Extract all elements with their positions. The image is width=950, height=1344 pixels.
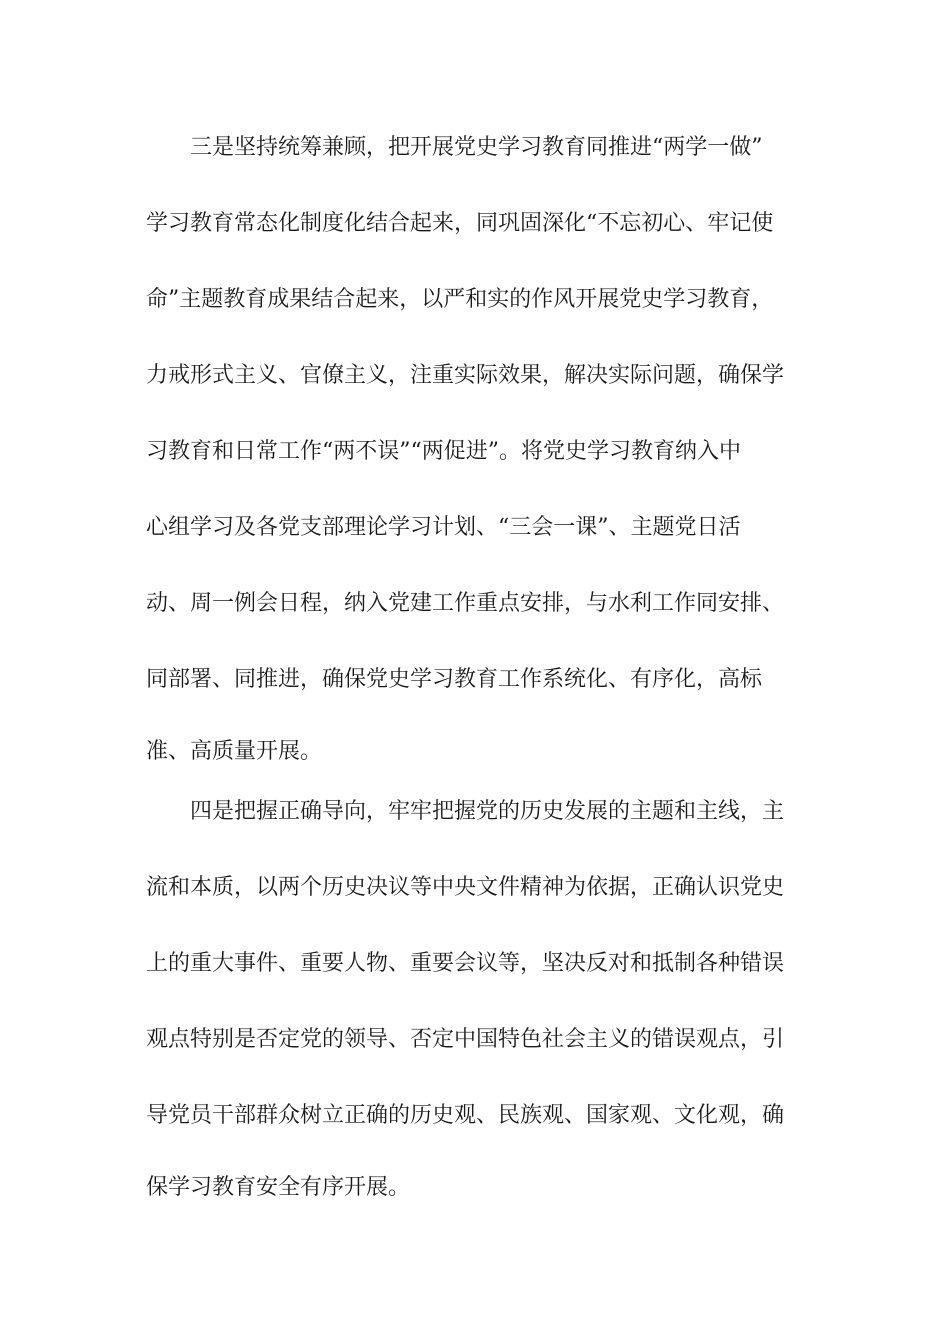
paragraph-2-line-2: 流和本质，以两个历史决议等中央文件精神为依据，正确认识党史	[146, 875, 785, 900]
paragraph-1-line-4: 力戒形式主义、官僚主义，注重实际效果，解决实际问题，确保学	[146, 363, 785, 388]
paragraph-1-line-8: 同部署、同推进，确保党史学习教育工作系统化、有序化，高标	[146, 667, 763, 692]
paragraph-1-line-6: 心组学习及各党支部理论学习计划、“三会一课”、主题党日活	[146, 515, 741, 540]
paragraph-2-line-4: 观点特别是否定党的领导、否定中国特色社会主义的错误观点，引	[146, 1027, 785, 1052]
paragraph-1-line-2: 学习教育常态化制度化结合起来，同巩固深化“不忘初心、牢记使	[146, 211, 774, 236]
paragraph-1-line-9: 准、高质量开展。	[146, 739, 323, 764]
paragraph-2-line-5: 导党员干部群众树立正确的历史观、民族观、国家观、文化观，确	[146, 1103, 785, 1128]
paragraph-2-line-3: 上的重大事件、重要人物、重要会议等，坚决反对和抵制各种错误	[146, 951, 785, 976]
paragraph-1-line-3: 命”主题教育成果结合起来，以严和实的作风开展党史学习教育，	[146, 287, 774, 312]
paragraph-2-line-1: 四是把握正确导向，牢牢把握党的历史发展的主题和主线，主	[190, 799, 785, 824]
paragraph-1-line-5: 习教育和日常工作“两不误”“两促进”。将党史学习教育纳入中	[146, 439, 741, 464]
paragraph-1-line-1: 三是坚持统筹兼顾，把开展党史学习教育同推进“两学一做”	[190, 135, 763, 160]
paragraph-1-line-7: 动、周一例会日程，纳入党建工作重点安排，与水利工作同安排、	[146, 591, 785, 616]
paragraph-2-line-6: 保学习教育安全有序开展。	[146, 1175, 411, 1200]
